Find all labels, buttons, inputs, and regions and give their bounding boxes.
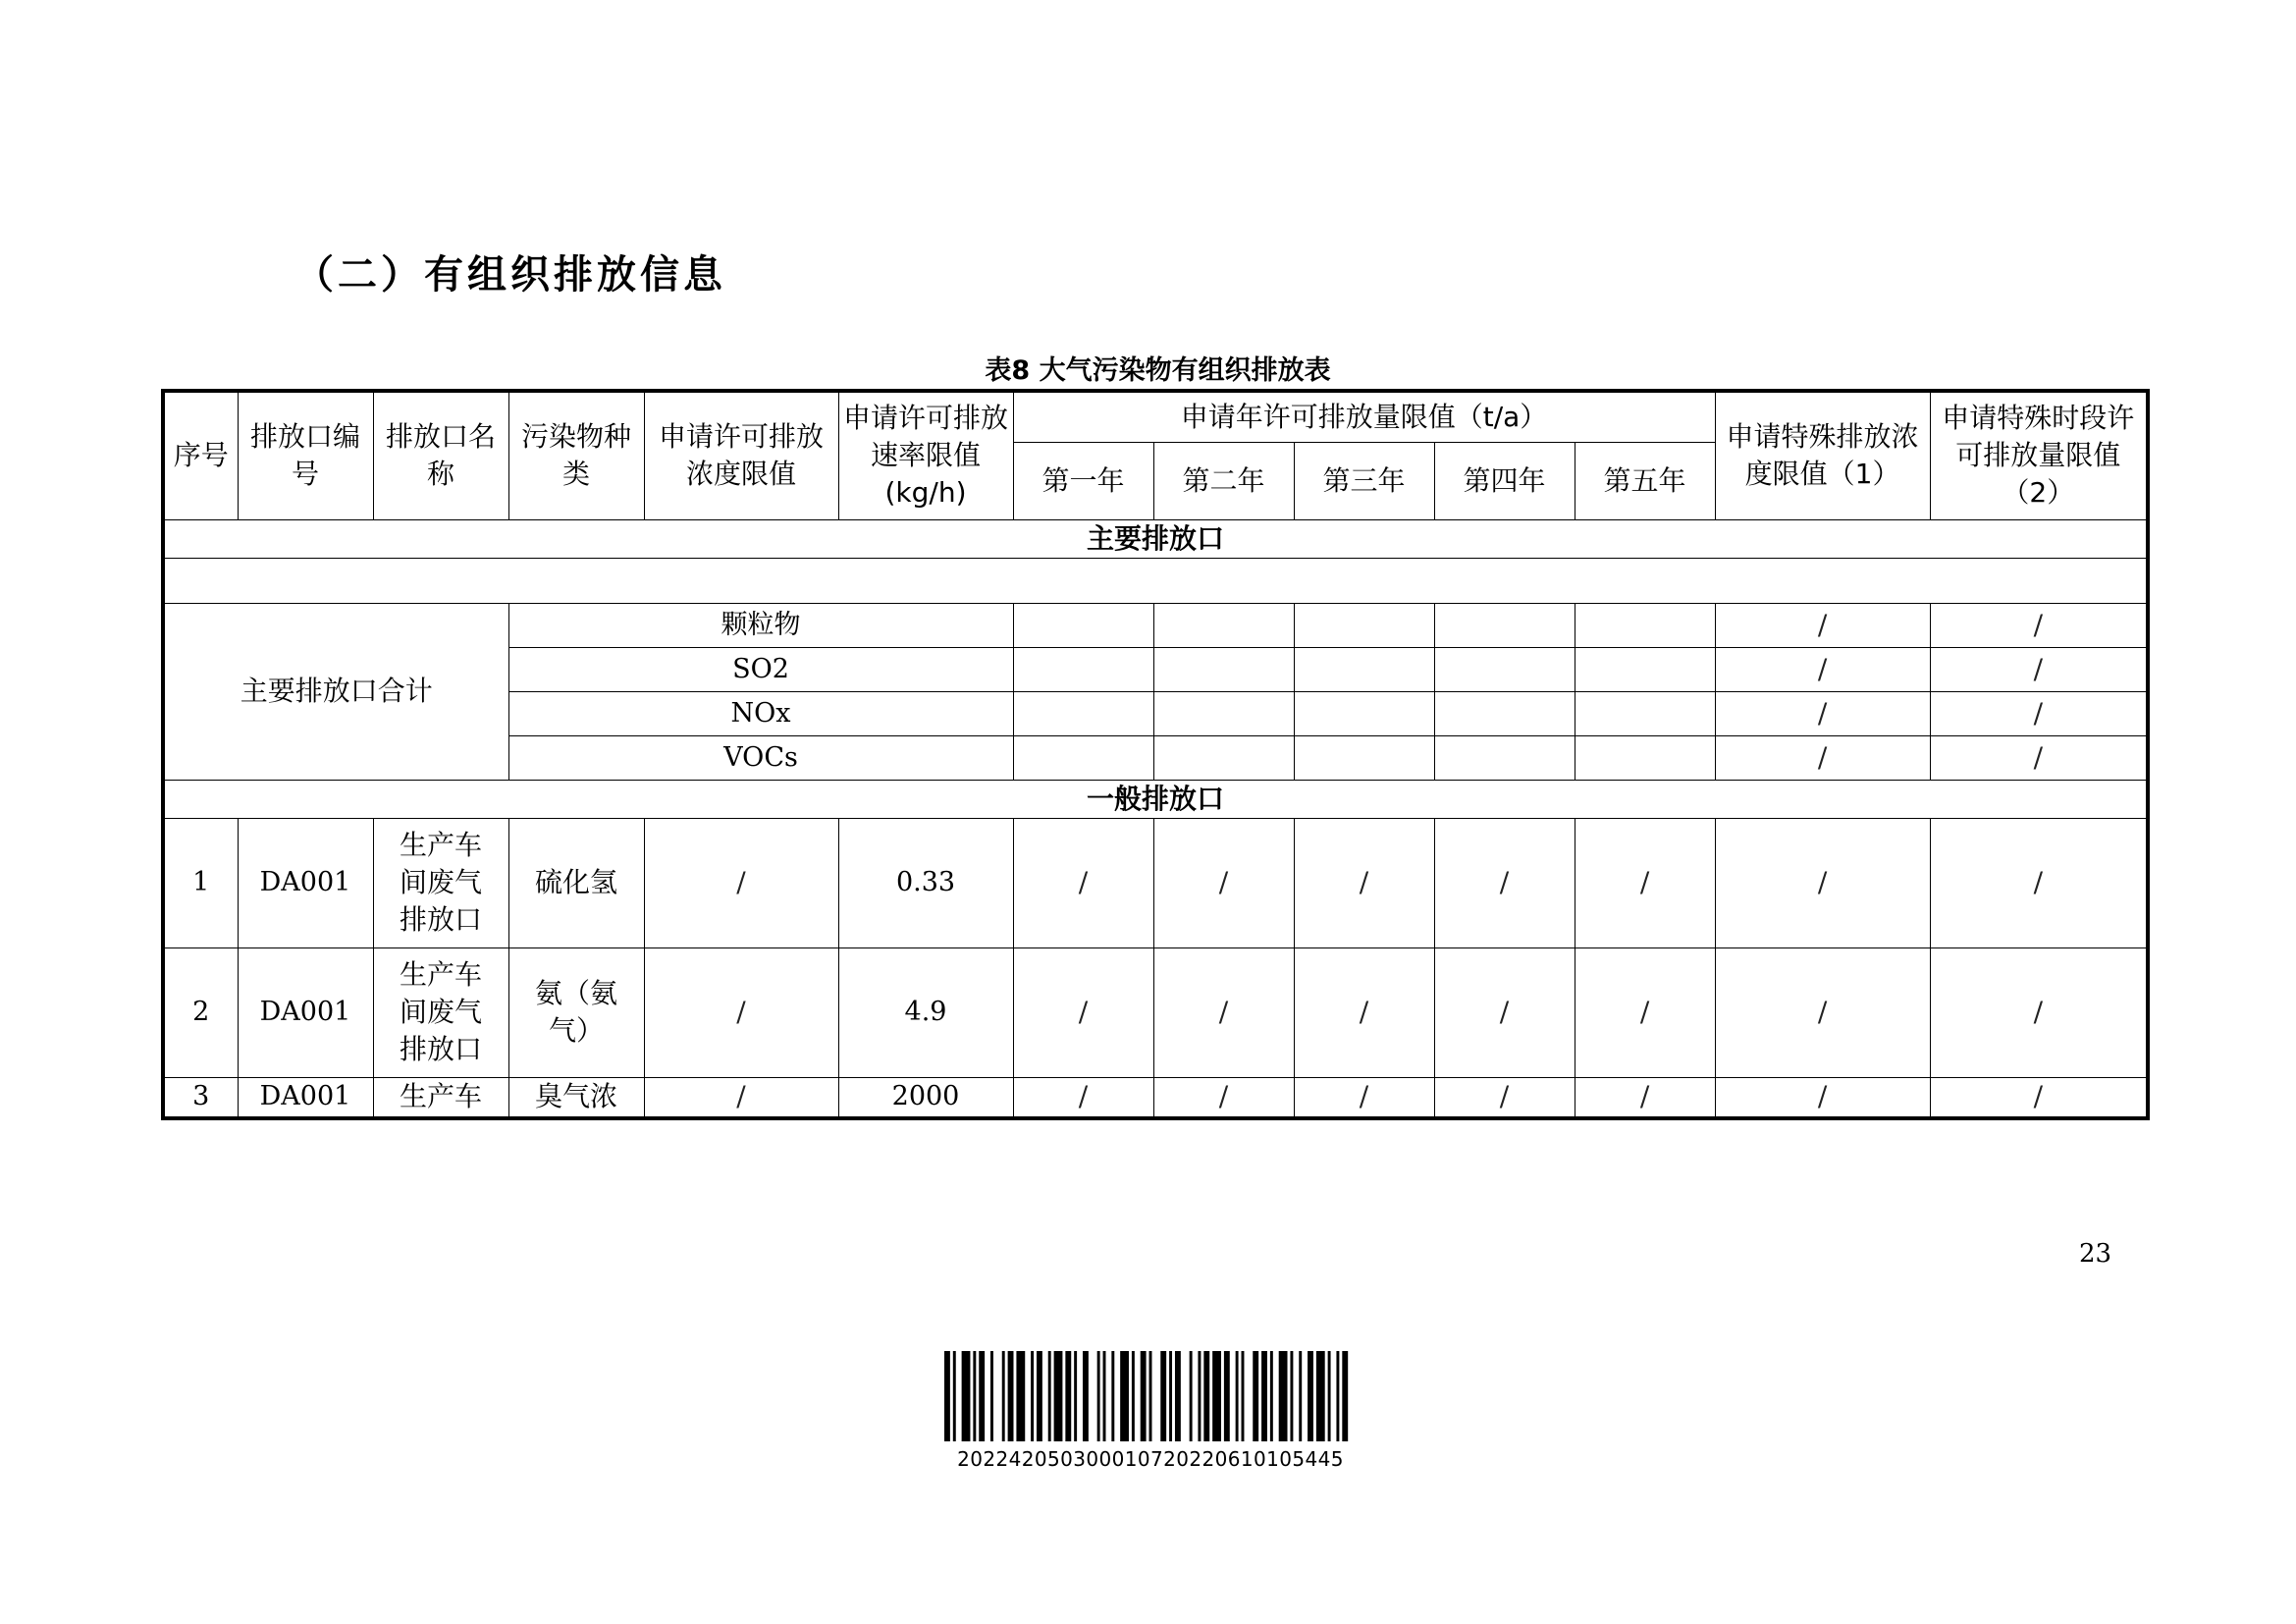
year-cell <box>1153 691 1294 735</box>
row-year-1: / <box>1013 947 1153 1077</box>
main-pollutant: VOCs <box>508 735 1013 780</box>
year-cell <box>1294 735 1434 780</box>
header-year-5: 第五年 <box>1575 442 1715 519</box>
special-conc-cell: / <box>1715 735 1930 780</box>
row-pollutant: 氨（氨气） <box>508 947 644 1077</box>
main-pollutant: 颗粒物 <box>508 603 1013 647</box>
row-conc: / <box>644 1077 838 1118</box>
header-annual-group: 申请年许可排放量限值（t/a） <box>1013 391 1715 442</box>
table-caption: 表8 大气污染物有组织排放表 <box>985 355 1331 386</box>
header-year-3: 第三年 <box>1294 442 1434 519</box>
row-special-period: / <box>1930 1077 2148 1118</box>
row-rate: 4.9 <box>838 947 1013 1077</box>
row-seq: 3 <box>163 1077 238 1118</box>
year-cell <box>1434 647 1575 691</box>
row-conc: / <box>644 947 838 1077</box>
header-special-period: 申请特殊时段许可排放量限值（2） <box>1930 391 2148 519</box>
header-rate-limit: 申请许可排放速率限值(kg/h) <box>838 391 1013 519</box>
row-year-2: / <box>1153 947 1294 1077</box>
row-year-2: / <box>1153 1077 1294 1118</box>
row-year-1: / <box>1013 1077 1153 1118</box>
row-seq: 1 <box>163 818 238 947</box>
header-special-conc: 申请特殊排放浓度限值（1） <box>1715 391 1930 519</box>
special-period-cell: / <box>1930 603 2148 647</box>
row-outlet-name: 生产车间废气排放口 <box>373 818 508 947</box>
row-pollutant: 臭气浓 <box>508 1077 644 1118</box>
special-conc-cell: / <box>1715 691 1930 735</box>
year-cell <box>1434 735 1575 780</box>
header-outlet-name: 排放口名称 <box>373 391 508 519</box>
row-pollutant: 硫化氢 <box>508 818 644 947</box>
main-outlet-section: 主要排放口 <box>163 519 2148 558</box>
row-year-1: / <box>1013 818 1153 947</box>
row-special-conc: / <box>1715 947 1930 1077</box>
main-pollutant: NOx <box>508 691 1013 735</box>
year-cell <box>1575 603 1715 647</box>
header-year-4: 第四年 <box>1434 442 1575 519</box>
row-year-4: / <box>1434 818 1575 947</box>
row-seq: 2 <box>163 947 238 1077</box>
empty-row <box>163 558 2148 603</box>
row-year-5: / <box>1575 1077 1715 1118</box>
year-cell <box>1434 603 1575 647</box>
row-conc: / <box>644 818 838 947</box>
row-special-period: / <box>1930 947 2148 1077</box>
barcode-icon <box>944 1351 1357 1441</box>
year-cell <box>1013 603 1153 647</box>
row-rate: 0.33 <box>838 818 1013 947</box>
header-outlet-code: 排放口编号 <box>238 391 373 519</box>
row-year-5: / <box>1575 947 1715 1077</box>
header-pollutant: 污染物种类 <box>508 391 644 519</box>
row-outlet-name: 生产车 <box>373 1077 508 1118</box>
special-conc-cell: / <box>1715 603 1930 647</box>
main-pollutant: SO2 <box>508 647 1013 691</box>
special-period-cell: / <box>1930 647 2148 691</box>
year-cell <box>1575 647 1715 691</box>
year-cell <box>1294 647 1434 691</box>
year-cell <box>1294 603 1434 647</box>
header-conc-limit: 申请许可排放浓度限值 <box>644 391 838 519</box>
year-cell <box>1153 647 1294 691</box>
row-special-period: / <box>1930 818 2148 947</box>
page-number: 23 <box>2079 1239 2112 1269</box>
main-total-label: 主要排放口合计 <box>163 603 508 780</box>
row-year-3: / <box>1294 818 1434 947</box>
year-cell <box>1013 735 1153 780</box>
year-cell <box>1013 647 1153 691</box>
special-conc-cell: / <box>1715 647 1930 691</box>
header-year-1: 第一年 <box>1013 442 1153 519</box>
row-rate: 2000 <box>838 1077 1013 1118</box>
row-year-5: / <box>1575 818 1715 947</box>
row-special-conc: / <box>1715 818 1930 947</box>
year-cell <box>1575 691 1715 735</box>
row-year-4: / <box>1434 1077 1575 1118</box>
row-code: DA001 <box>238 818 373 947</box>
header-seq: 序号 <box>163 391 238 519</box>
year-cell <box>1294 691 1434 735</box>
year-cell <box>1013 691 1153 735</box>
barcode-number: 20224205030001072022061010544​5 <box>957 1447 1344 1471</box>
row-special-conc: / <box>1715 1077 1930 1118</box>
row-outlet-name: 生产车间废气排放口 <box>373 947 508 1077</box>
row-code: DA001 <box>238 947 373 1077</box>
year-cell <box>1153 603 1294 647</box>
year-cell <box>1434 691 1575 735</box>
row-year-4: / <box>1434 947 1575 1077</box>
row-code: DA001 <box>238 1077 373 1118</box>
general-outlet-section: 一般排放口 <box>163 780 2148 818</box>
row-year-2: / <box>1153 818 1294 947</box>
row-year-3: / <box>1294 1077 1434 1118</box>
section-heading: （二）有组织排放信息 <box>294 252 726 298</box>
special-period-cell: / <box>1930 691 2148 735</box>
row-year-3: / <box>1294 947 1434 1077</box>
special-period-cell: / <box>1930 735 2148 780</box>
emission-table <box>161 389 2150 1120</box>
year-cell <box>1153 735 1294 780</box>
header-year-2: 第二年 <box>1153 442 1294 519</box>
year-cell <box>1575 735 1715 780</box>
